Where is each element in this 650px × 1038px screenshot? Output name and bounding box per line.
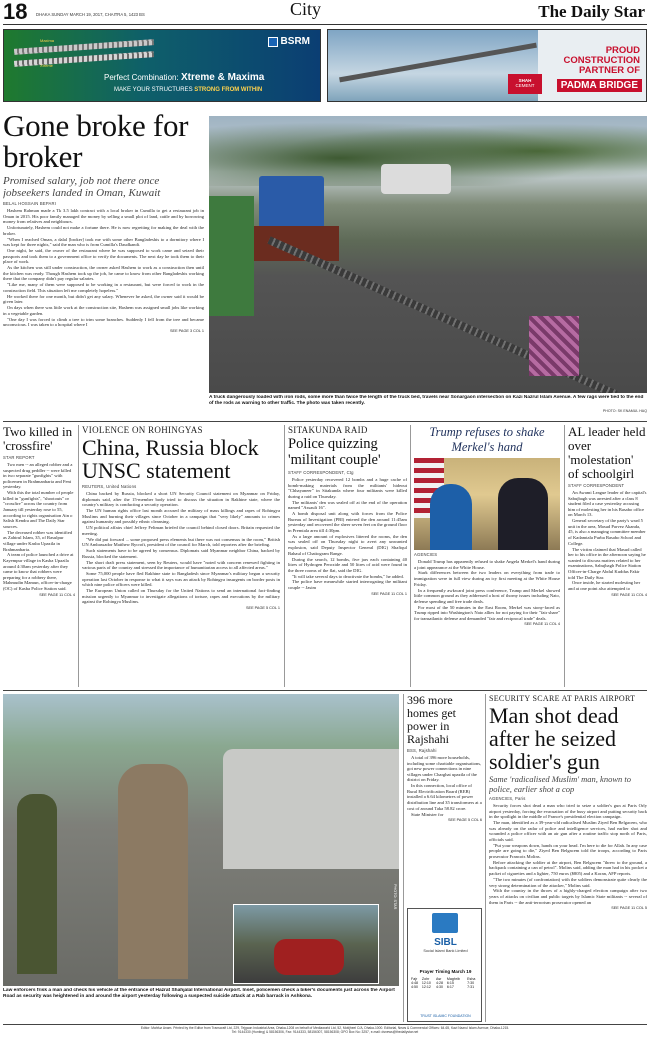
rajshahi-headline: 396 more homes get power in Rajshahi: [407, 694, 456, 746]
trump-story: [414, 425, 560, 687]
al-leader-body: An Awami League leader of the capital's Sabujbagh was arrested after a class 8 student filed a case yesterday accusing him of molesting her in his Basabo office on March 13. General secretary of the party's ward 5 unit in the area, Masud Parvez Akanda, 45, is also a managing committee member of Kadamtala Purba Basabo School and College. The victim claimed that Masud called her to his office in the afternoon saying he wanted to discuss matters related to her examinations, Sabujbagh Police Station Officer-in-Charge Abdul Kuddus Fakir told The Daily Star. Once inside, he started molesting her and at one point also attempted to: [568, 490, 647, 591]
sitakunda-body: Police yesterday recovered 12 bombs and a huge cache of bomb-making materials from the militants' hideout "Chhayaneer" in Sitakunda where four militants were killed during a raid on Thursday. The militants' den was sealed off at the end of the operation named "Assault 16". A bomb disposal unit along with forces from the Police Bureau of Investigation (PBI) entered the den around 11:45am yesterday and recovered the sheer seven feet on the ground floor in Premtala area till 4:30pm. As a large amount of explosives littered the rooms, the den was sealed off on Thursday night to avert any unwanted explosion, said Deputy Inspector General (DIG) Shafiqul Bahaul of Chattogram Range. During the search, 12 bombs, five jars each containing 40 litres of Hydrogen Peroxide and 50 litres of acid were found in the three rooms of the flat, said the DIG. "It will take several days to deactivate the bombs," he added. The police have meanwhile started interrogating the militant couple -- Jasim: [288, 477, 407, 591]
vehicle: [223, 749, 399, 869]
rohingya-story: [82, 425, 280, 687]
bsrm-line2-highlight: STRONG FROM WITHIN: [194, 87, 263, 93]
car: [381, 164, 451, 194]
civilian-figure: [118, 764, 188, 979]
trump-merkel-photo: [414, 458, 560, 550]
sibl-logo-icon: [432, 913, 458, 933]
prayer-title: Prayer Timing March 19: [419, 969, 472, 974]
trump-headline-1: Trump refuses to shake: [429, 425, 545, 439]
crossfire-story: [3, 425, 75, 687]
table-row: 4:50 12:12 4:30 6:17 7:31: [411, 985, 475, 989]
bsrm-logo: BSRM: [268, 36, 310, 47]
shah-logo: SHAH CEMENT: [508, 74, 542, 94]
table-row: 4:48 12:10 4:28 6:15 7:30: [411, 981, 475, 985]
rebar-graphic-2: [14, 51, 154, 67]
sitakunda-continued: SEE PAGE 11 COL 1: [371, 591, 407, 596]
rajshahi-body: A total of 396 more households, including some charitable organisations, got new power connections in nine villages under Charghat upazila of the district on Friday. In this connection, local office of Rural Electrification Board (REB) installed a 6.64 kilometres of power distribution line and 35 transformers at a cost of around Taka 58.82 crore. State Minister for: [407, 755, 482, 817]
lead-continued: SEE PAGE 3 COL 1: [170, 328, 204, 333]
shah-line4: PADMA BRIDGE: [557, 79, 642, 92]
section-title: City: [290, 0, 322, 19]
masthead: [0, 0, 650, 26]
bridge-graphic: [328, 30, 538, 102]
sibl-prayer-ad[interactable]: [407, 908, 482, 1022]
paris-byline: AGENCIES, Paris: [489, 796, 526, 801]
crossfire-headline: Two killed in 'crossfire': [3, 425, 73, 453]
sitakunda-kicker: SITAKUNDA RAID: [288, 425, 368, 435]
trump-body: Donald Trump has apparently refused to shake Angela Merkel's hand during a joint appearance at the White House. Stark differences between the two leaders on everything from trade to immigration were in full view during an icy first meeting at the White House Friday. In a frequently awkward joint press conference, Trump and Merkel showed little common ground as they addressed a host of thorny issues including Nato, defense spending and free trade deals. For most of the 50 minutes in the East Room, Merkel was stony-faced as Trump ripped into Washington's Nato allies for not paying for their "fair share" for transatlantic defense and demanded "fair and reciprocal trade" deals.: [414, 559, 560, 621]
rohingya-byline: REUTERS, United Nations: [82, 484, 137, 489]
bsrm-line1-prefix: Perfect Combination:: [104, 73, 179, 82]
trump-headline: [414, 425, 560, 455]
dateline: DHAKA SUNDAY MARCH 19, 2017, CHAITRA 5, 1423 BS: [36, 12, 145, 17]
lead-byline: BELAL HOSSAIN BEPARI: [3, 201, 57, 206]
paris-headline: Man shot dead after he seized soldier's gun: [489, 703, 619, 774]
paper-logo: The Daily Star: [538, 2, 645, 21]
sibl-name: Social Islami Bank Limited: [423, 949, 468, 953]
shah-line1: PROUD: [605, 45, 640, 56]
table-row: Fajr Zohr Asr Maghrib Esha: [411, 977, 476, 981]
rohingya-body: China backed by Russia, blocked a short UN Security Council statement on Myanmar on Friday, diplomats said, after the 15-member body tried to discuss the situation in Rakhine state, where the country's military is conducting a security operation. The UN human rights office last month accused the military of mass killings and rapes of Rohingya Muslims and burning their villages since October in a campaign that "very likely" amounts to crimes against humanity and possibly ethnic cleansing. UN political affairs chief Jeffrey Feltman briefed the council behind closed doors. Britain requested the meeting. "We did put forward ... some proposed press elements but there was not consensus in the room," British UN Ambassador Matthew Rycroft, president of the council for March, told reporters after the briefing. Such statements have to be agreed by consensus. Diplomats said Myanmar neighbor China, backed by Russia, blocked the statement. The short draft press statement, seen by Reuters, would have "noted with concern renewed fighting in various parts of the country and stressed the importance of humanitarian access to all affected areas." Some 75,000 people have fled Rakhine state to Bangladesh since Myanmar's military began a security operation last October in response to what it says was an attack by Rohingya insurgents on border posts in which nine police officers were killed. The European Union called on Thursday for the United Nations to send an international fact-finding mission urgently to Myanmar to investigate allegations of torture, rapes and executions by the military against the Rohingya Muslims.: [82, 491, 280, 605]
rajshahi-byline: BSS, Rajshahi: [407, 748, 437, 753]
warning-rags: [529, 316, 579, 376]
imprint-line1: Editor: Mahfuz Anam. Printed by the Editor from Transcraft Ltd, 229, Tejgaon Industrial Area, Dhaka-1208 on behalf of Mediaworld Ltd, 52, Motijheel C/A, Dhaka-1000. Editorial, News & Commercial Offices: 64-65, Kazi Nazrul Islam Avenue, Dhaka-1215.: [140, 1026, 510, 1030]
al-leader-headline: AL leader held over 'molestation' of schoolgirl: [568, 425, 646, 481]
motorbike: [274, 939, 344, 975]
truck-credit: PHOTO: SK ENAMUL HAQ: [602, 409, 647, 413]
airport-caption: Law enforcers frisk a man and check his vehicle at the entrance of Hazrat Shahjalal International Airport. Inset, policemen check a biker's documents just across the Airport Road as security was heightened in and around the airport yesterday following a suspected suicide attack at a Rab barrack in Ashkona.: [3, 988, 395, 999]
lead-headline: Gone broke for broker: [3, 110, 189, 174]
truck-bed: [239, 226, 339, 261]
rajshahi-continued: SEE PAGE 5 COL 6: [448, 818, 482, 823]
bsrm-ad[interactable]: [3, 29, 321, 102]
bsrm-logo-mark-icon: [268, 37, 278, 47]
bsrm-tagline: Xtreme & Maxima: [180, 72, 265, 83]
sitakunda-byline: STAFF CORRESPONDENT, Ctg: [288, 470, 354, 475]
auto-rickshaw: [209, 196, 254, 316]
page-number: 18: [3, 0, 28, 24]
inset-photo: [233, 904, 379, 984]
lead-story: [3, 110, 204, 417]
soldier-figure: [17, 794, 57, 974]
crossfire-continued: SEE PAGE 11 COL 4: [39, 592, 75, 597]
paris-story: [489, 694, 647, 1022]
rohingya-headline: China, Russia block UNSC statement: [82, 435, 259, 483]
al-leader-byline: STAFF CORRESPONDENT: [568, 483, 625, 488]
paris-body: Security forces shot dead a man who tried to seize a soldier's gun at Paris Orly airport yesterday, forcing the evacuation of the busy airport and putting security back in the spotlight in the middle of France's presidential election campaign. The man, identified as a 39-year-old radicalised Muslim Ziyed Ben Belgacem, who was already on the radar of police and intelligence services, had earlier shot and wounded a police officer with an air gun after a routine traffic stop north of Paris, officials said. "Put your weapons down, hands on your head. I'm here to die for Allah. In any case people are going to die," Ziyed Ben Belgacem told the troops, according to Paris prosecutor Francois Molins. Before attacking the soldier at the airport, Ben Belgacem "threw to the ground, a backpack containing a can of petrol". Molins said, adding the man had in his pocket a packet of cigarettes and a lighter, 750 euros ($805) and a Koran, AFP reports. "The two minutes (of confrontation) with the soldiers demonstrate quite clearly the very strong determination of the attacker," Molins said. With the country in the throes of a highly-charged election campaign after two years of attacks on civilian and public targets by Islamic State militants -- several of them in Paris -- the anti-terrorism prosecutor opened an: [489, 803, 647, 905]
bsrm-line2: MAKE YOUR STRUCTURES: [114, 87, 193, 93]
crossfire-byline: STAR REPORT: [3, 455, 35, 460]
paris-subhead: Same 'radicalised Muslim' man, known to police, earlier shot a cop: [489, 774, 631, 794]
sibl-logo: SIBL: [434, 937, 457, 948]
rajshahi-story: [407, 694, 482, 904]
airport-credit: PHOTO: STAR: [393, 884, 397, 910]
paris-kicker: SECURITY SCARE AT PARIS AIRPORT: [489, 694, 636, 703]
imprint-line2: Tel: 9144330 (Hunting) & 58156306, Fax: 9144333, 58156307, 58156308; GPO Box No: 3257, e-mail: dsnews@thedailystar.net: [231, 1030, 419, 1035]
merkel-figure: [430, 484, 472, 550]
sitakunda-headline: Police quizzing 'militant couple': [288, 436, 381, 468]
prayer-times-table: [411, 977, 480, 989]
sibl-footer: TRUST ISLAMIC FOUNDATION: [420, 1014, 471, 1018]
lead-body: Hashem Rahman made a Tk 3.5 lakh contract with a local broker in Cumilla to get a restaurant job in Oman in 2015. His poor family managed the money by selling a small plot of land, cattle and by borrowing money from relatives and neighbours. Unfortunately, Hashem could not make a fortune there. He is now regretting for making the deal with the broker. "When I reached Oman, a dalal [broker] took me with some other Bangladeshis to a dormitory where I was kept for three nights," said the man who is from Cumilla's Daudkandi. One night, he said, the owner of the restaurant where he was supposed to work came and seized their passports and took them to a government office to verify the documents. The next day he took them to their place of work. As the kitchen was still under construction, the owner asked Hashem to work as a construction then until the kitchen was ready. Though Hashem took up the job, he came to know from other Bangladeshis working there that the company didn't pay regular salaries. "Like me, many of them were supposed to be working in a restaurant, but were forced to work in the construction field. This situation left me completely hopeless." He worked there for one month, but didn't get any salary. Whenever he asked, the owner said it would be given later. On days when there was little work at the construction site, Hashem was assigned small jobs like working in a vegetable garden. "One day I was forced to climb a tree to trim some branches. Suddenly I fell from the tree and became unconscious. I was taken to a hospital where I: [3, 208, 204, 328]
trump-continued: SEE PAGE 11 COL 4: [524, 622, 560, 627]
paris-continued: SEE PAGE 11 COL 5: [611, 906, 647, 911]
al-leader-story: [568, 425, 647, 687]
imprint-footer: [3, 1026, 647, 1037]
shah-line3: PARTNER OF: [578, 65, 640, 76]
trump-headline-2: Merkel's hand: [451, 440, 523, 454]
rohingya-kicker: VIOLENCE ON ROHINGYAS: [82, 425, 203, 435]
shah-cement-ad[interactable]: [327, 29, 647, 102]
al-leader-continued: SEE PAGE 11 COL 4: [611, 592, 647, 597]
shah-line2: CONSTRUCTION: [563, 55, 640, 66]
label-xtreme: Xtreme: [40, 63, 53, 68]
rohingya-continued: SEE PAGE 5 COL 1: [246, 605, 280, 610]
lead-subhead: Promised salary, job not there once jobseekers landed in Oman, Kuwait: [3, 175, 161, 199]
airport-photo: [3, 694, 399, 986]
label-maxima: Maxima: [40, 38, 55, 43]
truck-photo: [209, 116, 647, 393]
crossfire-body: Two men -- an alleged robber and a suspected drug peddler -- were killed in two separate "gunfights" with policemen in Brahmanbaria and Feni yesterday. With this the total number of people killed in "gunfights", "shootouts" or "crossfire" across the country from January till yesterday rose to 55, according to rights organisation Ain o Salish Kendra and The Daily Star sources. The deceased robber was identified as Zahirul Islam, 35, of Rasulpur village under Kasba Upazila in Brahmanbaria. A team of police launched a drive at Kayempur village in Kasba Upazila around 4:30am yesterday after they came to know that robbers were preparing for a robbery there, Mahmudin Mamun, officer-in-charge (OC) of Kasba Police Station said.: [3, 462, 74, 591]
sitakunda-story: [288, 425, 407, 687]
truck-caption: A truck dangerously loaded with iron rods, some more than twice the length of the truck bed, travels near Sonargaon intersection on Kazi Nazrul Islam Avenue. A few rags were tied to the end of the rods as warning to other traffic. The photo was taken recently.: [209, 395, 644, 406]
trump-byline: AGENCIES: [414, 552, 438, 557]
trump-figure: [498, 478, 548, 550]
